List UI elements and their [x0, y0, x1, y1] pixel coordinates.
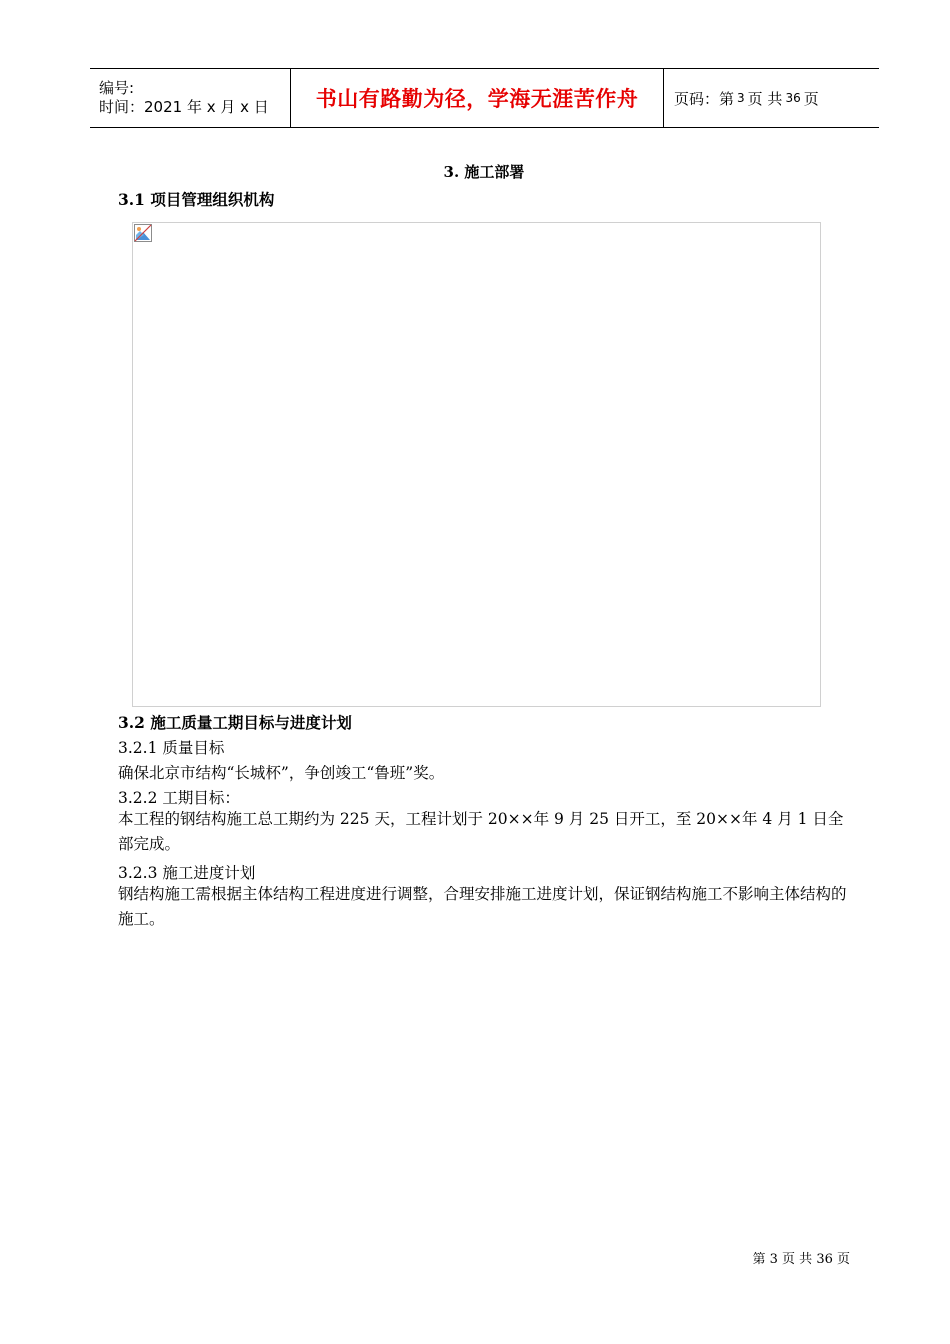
- page-header: [90, 68, 879, 128]
- heading-3-1: 3.1 项目管理组织机构: [118, 190, 275, 209]
- page-suffix: 页: [803, 89, 819, 108]
- document-date: 时间：2021 年 x 月 x 日: [99, 98, 269, 116]
- org-chart-figure: [132, 222, 821, 707]
- heading-3-2: 3.2 施工质量工期目标与进度计划: [118, 713, 352, 732]
- quality-goal-text: 确保北京市结构“长城杯”，争创竣工“鲁班”奖。: [118, 764, 445, 782]
- document-number-label: 编号:: [99, 79, 135, 97]
- heading-3-2-2: 3.2.2 工期目标：: [118, 789, 240, 807]
- progress-plan-text: 钢结构施工需根据主体结构工程进度进行调整，合理安排施工进度计划，保证钢结构施工不影响主体结构的施工。: [118, 885, 847, 928]
- schedule-goal-text: 本工程的钢结构施工总工期约为 225 天，工程计划于 20××年 9 月 25 日开工，至 20××年 4 月 1 日全部完成。: [118, 810, 844, 853]
- page-current: 3: [737, 91, 745, 105]
- page-prefix: 页码：第: [674, 89, 735, 108]
- heading-3-2-1: 3.2.1 质量目标: [118, 739, 225, 757]
- header-motto: 书山有路勤为径，学海无涯苦作舟: [291, 69, 664, 127]
- broken-image-icon: [134, 224, 152, 242]
- heading-3-2-3: 3.2.3 施工进度计划: [118, 864, 256, 882]
- page-footer: 第 3 页 共 36 页: [752, 1252, 850, 1267]
- header-page-number: [664, 69, 879, 127]
- page-total: 36: [785, 91, 801, 105]
- page-mid: 页 共: [747, 89, 783, 108]
- section-title: 3. 施工部署: [443, 163, 525, 181]
- header-meta: [90, 69, 291, 127]
